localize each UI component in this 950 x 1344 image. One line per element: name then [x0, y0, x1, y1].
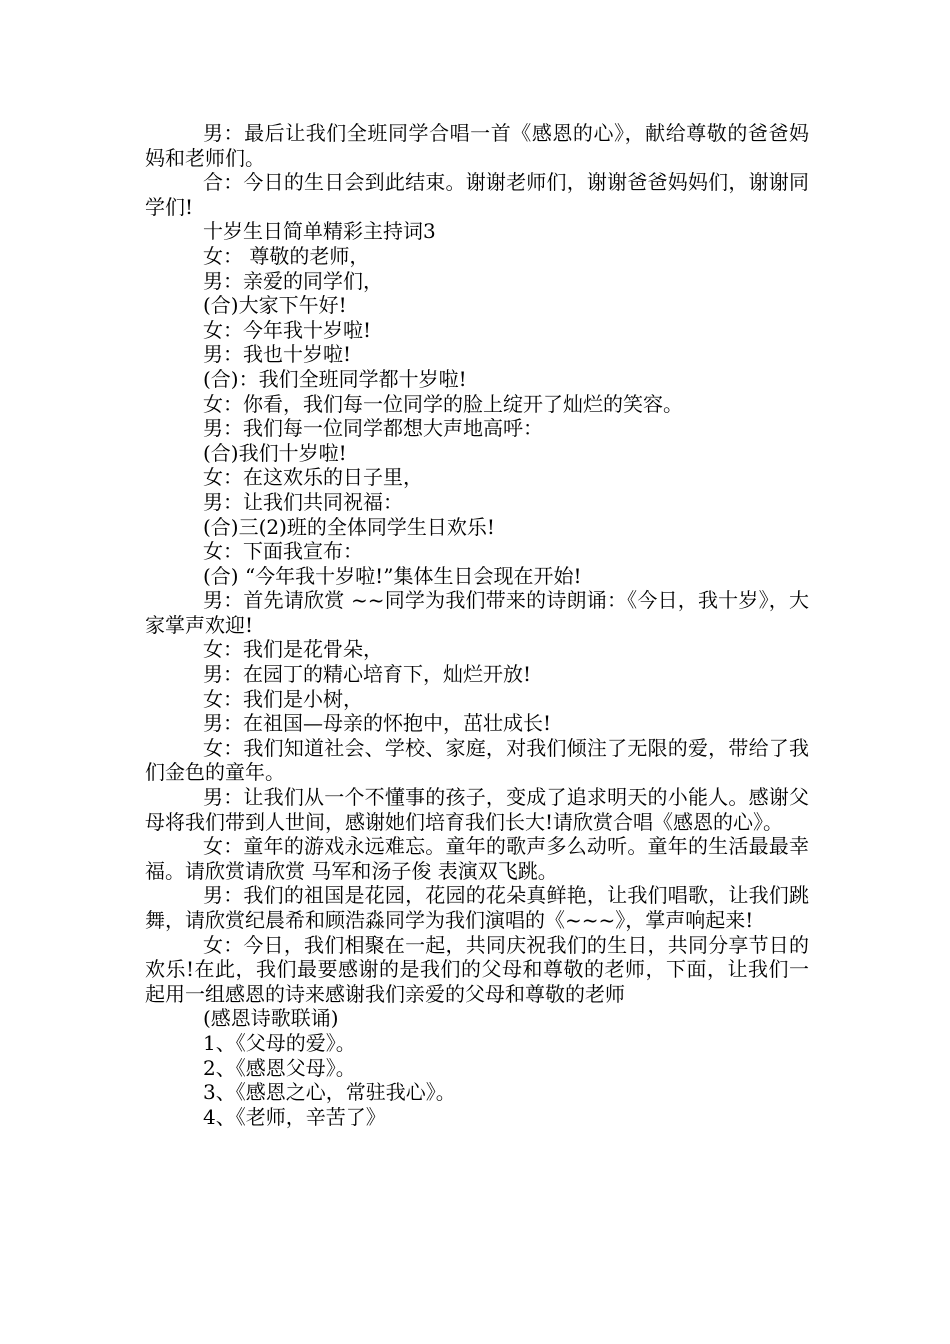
paragraph-line: 男：我们的祖国是花园，花园的花朵真鲜艳，让我们唱歌，让我们跳舞，请欣赏纪晨希和顾浩淼同学为我们演唱的《~~~》，掌声响起来!	[145, 883, 809, 932]
paragraph-line: 男：首先请欣赏 ~~同学为我们带来的诗朗诵：《今日，我十岁》，大家掌声欢迎!	[145, 588, 809, 637]
paragraph-line: 女：我们是花骨朵，	[203, 637, 383, 662]
poem-section-heading: (感恩诗歌联诵)	[203, 1006, 339, 1031]
poem-list-item: 1、《父母的爱》。	[203, 1030, 356, 1055]
paragraph-line: 男：亲爱的同学们，	[203, 268, 383, 293]
paragraph-line: 女：我们是小树，	[203, 686, 363, 711]
paragraph-line: (合)大家下午好!	[203, 293, 347, 318]
paragraph-line: (合)我们十岁啦!	[203, 440, 347, 465]
paragraph-line: 男：在祖国—母亲的怀抱中，茁壮成长!	[203, 711, 552, 736]
paragraph-line: 男：我们每一位同学都想大声地高呼：	[203, 416, 543, 441]
poem-list-item: 2、《感恩父母》。	[203, 1055, 356, 1080]
paragraph-line: 女：今日，我们相聚在一起，共同庆祝我们的生日，共同分享节日的欢乐!在此，我们最要感谢的是我们的父母和尊敬的老师，下面，让我们一起用一组感恩的诗来感谢我们亲爱的父母和尊敬的老师	[145, 932, 809, 1006]
paragraph-line: 男：我也十岁啦!	[203, 342, 352, 367]
paragraph-line: 男：让我们共同祝福：	[203, 489, 403, 514]
paragraph-closing-song: 男：最后让我们全班同学合唱一首《感恩的心》，献给尊敬的爸爸妈妈和老师们。	[145, 121, 809, 170]
paragraph-line: 女：童年的游戏永远难忘。童年的歌声多么动听。童年的生活最最幸福。请欣赏请欣赏 马军和汤子俊 表演双飞跳。	[145, 834, 809, 883]
paragraph-line: 女：今年我十岁啦!	[203, 317, 372, 342]
paragraph-line: 女： 尊敬的老师，	[203, 243, 370, 268]
paragraph-line: 男：让我们从一个不懂事的孩子，变成了追求明天的小能人。感谢父母将我们带到人世间，感谢她们培育我们长大!请欣赏合唱《感恩的心》。	[145, 785, 809, 834]
paragraph-line: 女：你看，我们每一位同学的脸上绽开了灿烂的笑容。	[203, 391, 683, 416]
paragraph-line: (合)：我们全班同学都十岁啦!	[203, 366, 467, 391]
poem-list-item: 3、《感恩之心，常驻我心》。	[203, 1080, 456, 1105]
paragraph-line: (合) “今年我十岁啦!”集体生日会现在开始!	[203, 563, 582, 588]
poem-list-item: 4、《老师，辛苦了》	[203, 1104, 386, 1129]
paragraph-line: (合)三(2)班的全体同学生日欢乐!	[203, 514, 495, 539]
section-title: 十岁生日简单精彩主持词3	[203, 219, 436, 244]
document-page	[145, 121, 809, 1129]
paragraph-line: 女：下面我宣布：	[203, 539, 363, 564]
paragraph-line: 女：我们知道社会、学校、家庭，对我们倾注了无限的爱，带给了我们金色的童年。	[145, 735, 809, 785]
paragraph-thanks: 合：今日的生日会到此结束。谢谢老师们，谢谢爸爸妈妈们，谢谢同学们!	[145, 170, 809, 219]
paragraph-line: 男：在园丁的精心培育下，灿烂开放!	[203, 662, 532, 687]
paragraph-line: 女：在这欢乐的日子里，	[203, 465, 423, 490]
